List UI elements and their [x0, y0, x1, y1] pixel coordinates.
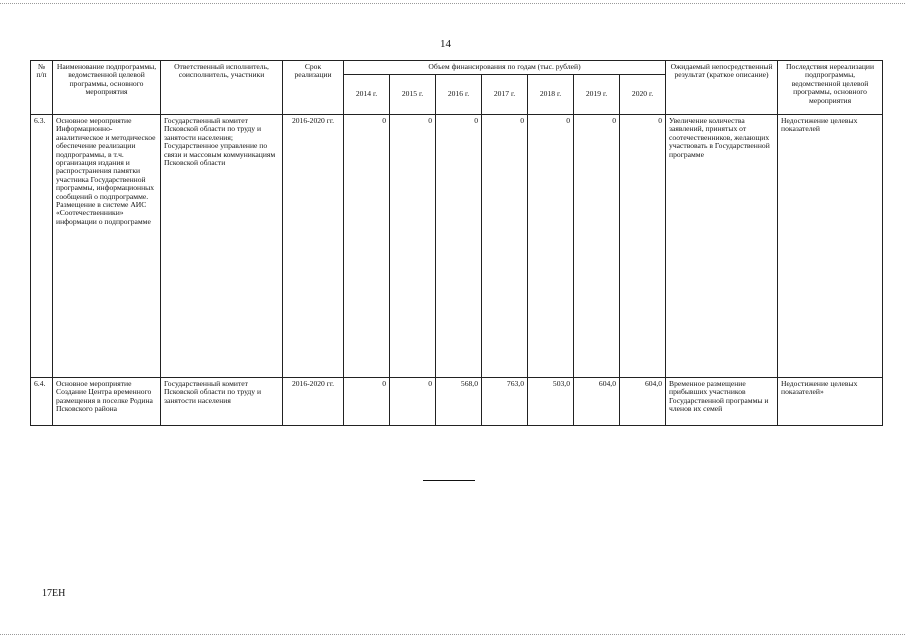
row-value: 0: [436, 115, 482, 378]
row-value: 0: [344, 378, 390, 426]
row-period: 2016-2020 гг.: [283, 115, 344, 378]
table-row: [31, 115, 883, 378]
header-year: 2018 г.: [528, 75, 574, 115]
header-year: 2016 г.: [436, 75, 482, 115]
table-row: [31, 378, 883, 426]
header-expected: Ожидаемый непосредственный результат (краткое описание): [666, 61, 778, 115]
separator-line: [423, 480, 475, 481]
header-row: [31, 61, 883, 75]
header-year: 2020 г.: [620, 75, 666, 115]
row-value: 604,0: [574, 378, 620, 426]
financing-table: [30, 60, 883, 426]
row-value: 763,0: [482, 378, 528, 426]
row-name: Основное мероприятие Информационно-аналитическое и методическое обеспечение реализации подпрограммы, в т.ч. организация издания и распространения памятки участника Государственной программы, информационных сообщений о подпрограмме. Размещение в системе АИС «Соотечественники» информации о подпрограмме: [53, 115, 161, 378]
document-code: 17ЕН: [42, 588, 66, 599]
row-value: 0: [482, 115, 528, 378]
row-value: 0: [574, 115, 620, 378]
row-num: 6.4.: [31, 378, 53, 426]
row-value: 0: [390, 378, 436, 426]
header-consequences: Последствия нереализации подпрограммы, ведомственной целевой программы, основного мероприятия: [778, 61, 883, 115]
row-consequences: Недостижение целевых показателей: [778, 115, 883, 378]
scan-bottom-edge: [0, 634, 905, 635]
row-value: 568,0: [436, 378, 482, 426]
row-expected: Увеличение количества заявлений, принятых от соотечественников, желающих участвовать в Государственной программе: [666, 115, 778, 378]
row-executor: Государственный комитет Псковской области по труду и занятости населения; Государственное управление по связи и массовым коммуникациям Псковской области: [161, 115, 283, 378]
row-value: 0: [344, 115, 390, 378]
header-year: 2014 г.: [344, 75, 390, 115]
row-period: 2016-2020 гг.: [283, 378, 344, 426]
scan-top-edge: [0, 3, 905, 4]
header-year: 2019 г.: [574, 75, 620, 115]
row-value: 503,0: [528, 378, 574, 426]
row-value: 604,0: [620, 378, 666, 426]
row-value: 0: [620, 115, 666, 378]
header-num: № п/п: [31, 61, 53, 115]
row-executor: Государственный комитет Псковской области по труду и занятости населения: [161, 378, 283, 426]
header-name: Наименование подпрограммы, ведомственной целевой программы, основного мероприятия: [53, 61, 161, 115]
row-value: 0: [528, 115, 574, 378]
row-value: 0: [390, 115, 436, 378]
row-consequences: Недостижение целевых показателей»: [778, 378, 883, 426]
header-year: 2015 г.: [390, 75, 436, 115]
header-year: 2017 г.: [482, 75, 528, 115]
row-name: Основное мероприятие Создание Центра временного размещения в поселке Родина Псковского района: [53, 378, 161, 426]
header-period: Срок реализации: [283, 61, 344, 115]
header-financing: Объем финансирования по годам (тыс. рублей): [344, 61, 666, 75]
row-num: 6.3.: [31, 115, 53, 378]
page-number: 14: [440, 38, 451, 50]
row-expected: Временное размещение прибывших участников Государственной программы и членов их семей: [666, 378, 778, 426]
header-executor: Ответственный исполнитель, соисполнитель, участники: [161, 61, 283, 115]
